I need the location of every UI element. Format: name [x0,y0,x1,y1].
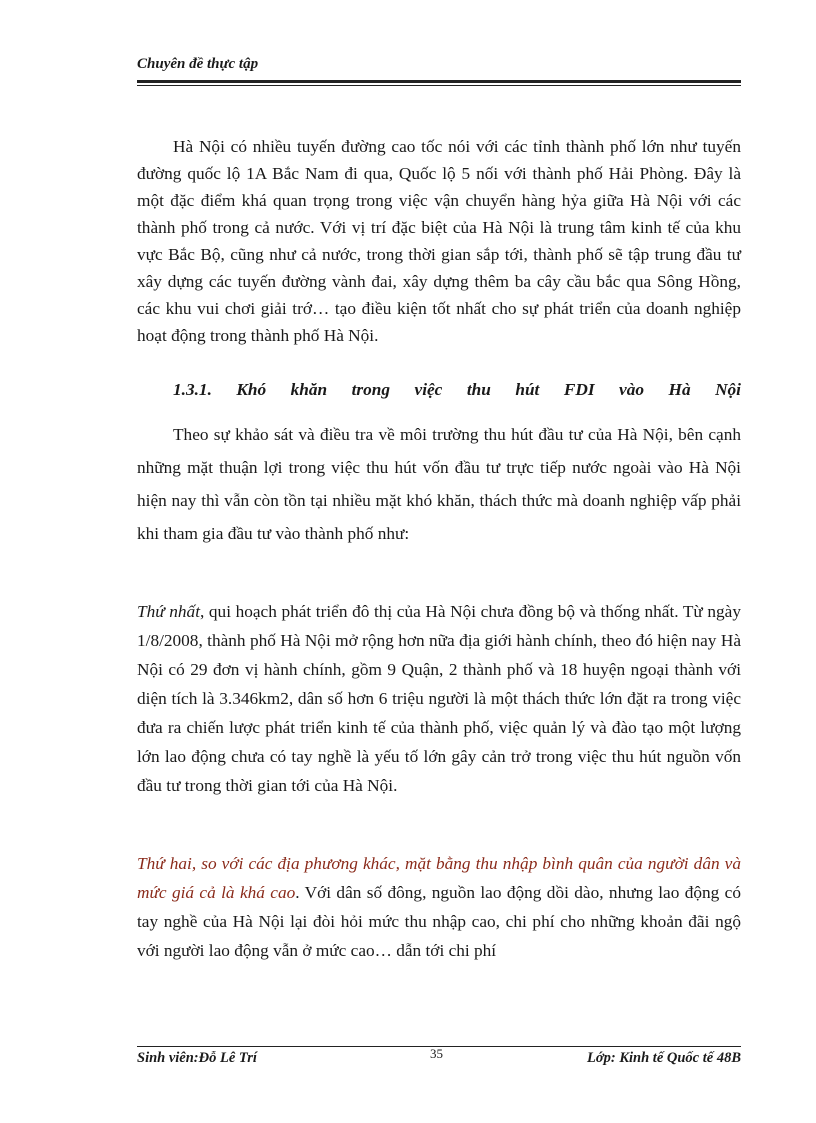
footer-class: Lớp: Kinh tế Quốc tế 48B [587,1050,741,1066]
footer-student: Sinh viên:Đỗ Lê Trí [137,1050,257,1066]
paragraph-infrastructure: Hà Nội có nhiều tuyến đường cao tốc nói với các tỉnh thành phố lớn như tuyến đường quốc lộ 1A Bắc Nam đi qua, Quốc lộ 5 nối với thành phố Hải Phòng. Đây là một đặc điểm khá quan trọng trong việc vận chuyển hàng hỷa giữa Hà Nội với các thành phố trong cả nước. Với vị trí đặc biệt của Hà Nội là trung tâm kinh tế của khu vực Bắc Bộ, cũng như cả nước, trong thời gian sắp tới, thành phố sẽ tập trung đầu tư xây dựng các tuyến đường vành đai, xây dựng thêm ba cây cầu bắc qua Sông Hồng, các khu vui chơi giải trớ… tạo điều kiện tốt nhất cho sự phát triển của doanh nghiệp hoạt động trong thành phố Hà Nội. [137,137,741,345]
paragraph-second-difficulty [137,849,741,965]
header-rule-thick [137,80,741,83]
paragraph-survey: Theo sự khảo sát và điều tra về môi trường thu hút đầu tư của Hà Nội, bên cạnh những mặt thuận lợi trong việc thu hút vốn đầu tư trực tiếp nước ngoài vào Hà Nội hiện nay thì vẫn còn tồn tại nhiều mặt khó khăn, thách thức mà doanh nghiệp vấp phải khi tham gia đầu tư vào thành phố như: [137,425,741,543]
second-point-lead: Thứ hai, so với các địa phương khác, mặt bằng thu nhập bình quân của người dân và mức giá cả là khá cao [137,854,741,902]
page-header-title: Chuyên đề thực tập [137,56,259,72]
page-number: 35 [430,1046,443,1061]
second-point-text: . Với dân số đông, nguồn lao động dồi dào, nhưng lao động có tay nghề của Hà Nội lại đòi hỏi mức thu nhập cao, chi phí cho những khoản đãi ngộ với người lao động vẫn ở mức cao… dẫn tới chi phí [137,883,741,960]
paragraph-first-difficulty [137,597,741,800]
header-rule-thin [137,85,741,86]
section-heading: 1.3.1. Khó khăn trong việc thu hút FDI vào Hà Nội [173,380,741,399]
first-point-lead: Thứ nhất [137,602,200,621]
first-point-text: , qui hoạch phát triển đô thị của Hà Nội chưa đồng bộ và thống nhất. Từ ngày 1/8/2008, thành phố Hà Nội mở rộng hơn nữa địa giới hành chính, theo đó hiện nay Hà Nội có 29 đơn vị hành chính, gồm 9 Quận, 2 thành phố và 18 huyện ngoại thành với diện tích là 3.346km2, dân số hơn 6 triệu người là một thách thức lớn đặt ra trong việc đưa ra chiến lược phát triển kinh tế của thành phố, việc quản lý và đào tạo một lượng lớn lao động chưa có tay nghề là yếu tố lớn gây cản trở trong việc thu hút nguồn vốn đầu tư trong thời gian tới của Hà Nội. [137,602,741,795]
